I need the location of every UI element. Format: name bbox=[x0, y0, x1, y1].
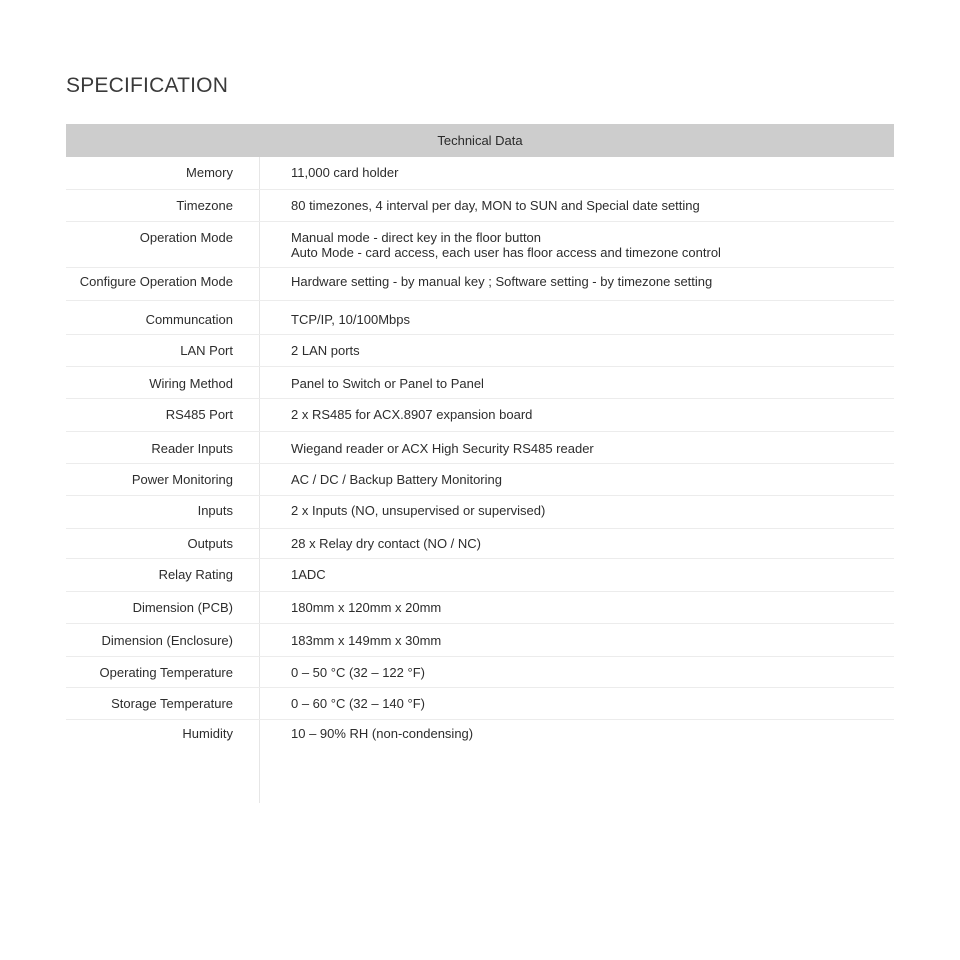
row-value bbox=[291, 726, 894, 750]
table-row bbox=[66, 464, 894, 496]
row-value bbox=[291, 312, 894, 334]
row-value-line: 2 x Inputs (NO, unsupervised or supervised) bbox=[291, 503, 546, 518]
table-row bbox=[66, 432, 894, 464]
row-label: Dimension (PCB) bbox=[132, 600, 233, 615]
row-label: Power Monitoring bbox=[131, 472, 233, 487]
table-row bbox=[66, 301, 894, 335]
row-value-line: 183mm x 149mm x 30mm bbox=[291, 633, 442, 648]
page-title: SPECIFICATION bbox=[66, 74, 229, 97]
table-header-label: Technical Data bbox=[437, 133, 523, 148]
table-row bbox=[66, 399, 894, 432]
table-row bbox=[66, 688, 894, 720]
row-label: RS485 Port bbox=[165, 407, 233, 422]
table-row bbox=[66, 624, 894, 657]
row-value-line: 10 – 90% RH (non-condensing) bbox=[291, 726, 474, 741]
row-value bbox=[291, 376, 894, 398]
row-value bbox=[291, 198, 894, 221]
row-label: Communcation bbox=[145, 312, 233, 327]
row-value-line: 28 x Relay dry contact (NO / NC) bbox=[291, 536, 481, 551]
row-value bbox=[291, 665, 894, 687]
row-value-line: 1ADC bbox=[291, 567, 326, 582]
table-row bbox=[66, 190, 894, 222]
row-label: Wiring Method bbox=[149, 376, 233, 391]
table-row bbox=[66, 657, 894, 688]
row-label: Memory bbox=[186, 165, 233, 180]
row-label: Operation Mode bbox=[139, 230, 233, 245]
table-row bbox=[66, 335, 894, 367]
table-row bbox=[66, 592, 894, 624]
row-value bbox=[291, 503, 894, 528]
row-value bbox=[291, 472, 894, 495]
table-row bbox=[66, 157, 894, 190]
row-value bbox=[291, 165, 894, 189]
row-label: Humidity bbox=[182, 726, 233, 741]
row-label: LAN Port bbox=[180, 343, 233, 358]
row-value-line: Panel to Switch or Panel to Panel bbox=[291, 376, 484, 391]
row-value-line: 180mm x 120mm x 20mm bbox=[291, 600, 442, 615]
row-label: Inputs bbox=[197, 503, 233, 518]
row-value-line: 0 – 60 °C (32 – 140 °F) bbox=[291, 696, 425, 711]
row-value-line: 80 timezones, 4 interval per day, MON to SUN and Special date setting bbox=[291, 198, 700, 213]
table-header bbox=[66, 124, 894, 157]
row-value-line: 11,000 card holder bbox=[291, 165, 399, 180]
row-label: Operating Temperature bbox=[99, 665, 233, 680]
row-label: Reader Inputs bbox=[151, 441, 233, 456]
row-value-line: 0 – 50 °C (32 – 122 °F) bbox=[291, 665, 425, 680]
row-value bbox=[291, 441, 894, 463]
table-row bbox=[66, 720, 894, 750]
row-label: Dimension (Enclosure) bbox=[101, 633, 233, 648]
row-value bbox=[291, 600, 894, 623]
row-label: Timezone bbox=[176, 198, 233, 213]
row-value-line: Manual mode - direct key in the floor button bbox=[291, 230, 542, 245]
table-row bbox=[66, 496, 894, 529]
row-label: Relay Rating bbox=[158, 567, 233, 582]
table-row bbox=[66, 367, 894, 399]
row-value bbox=[291, 633, 894, 656]
table-body bbox=[66, 157, 894, 750]
row-value-line: Auto Mode - card access, each user has floor access and timezone control bbox=[291, 245, 721, 260]
row-value bbox=[291, 536, 894, 558]
table-row bbox=[66, 529, 894, 559]
row-value bbox=[291, 696, 894, 719]
row-value-line: TCP/IP, 10/100Mbps bbox=[291, 312, 410, 327]
row-value bbox=[291, 230, 894, 267]
row-value bbox=[291, 567, 894, 591]
row-value-line: 2 LAN ports bbox=[291, 343, 360, 358]
table-row bbox=[66, 268, 894, 301]
row-value-line: 2 x RS485 for ACX.8907 expansion board bbox=[291, 407, 533, 422]
row-label: Outputs bbox=[187, 536, 233, 551]
row-label: Storage Temperature bbox=[111, 696, 233, 711]
row-value-line: Hardware setting - by manual key ; Software setting - by timezone setting bbox=[291, 274, 713, 289]
row-value bbox=[291, 343, 894, 366]
row-value-line: Wiegand reader or ACX High Security RS485 reader bbox=[291, 441, 594, 456]
table-row bbox=[66, 559, 894, 592]
row-value bbox=[291, 407, 894, 431]
row-value bbox=[291, 274, 894, 300]
row-label: Configure Operation Mode bbox=[79, 274, 233, 289]
table-row bbox=[66, 222, 894, 268]
row-value-line: AC / DC / Backup Battery Monitoring bbox=[291, 472, 502, 487]
spec-table bbox=[66, 124, 894, 804]
